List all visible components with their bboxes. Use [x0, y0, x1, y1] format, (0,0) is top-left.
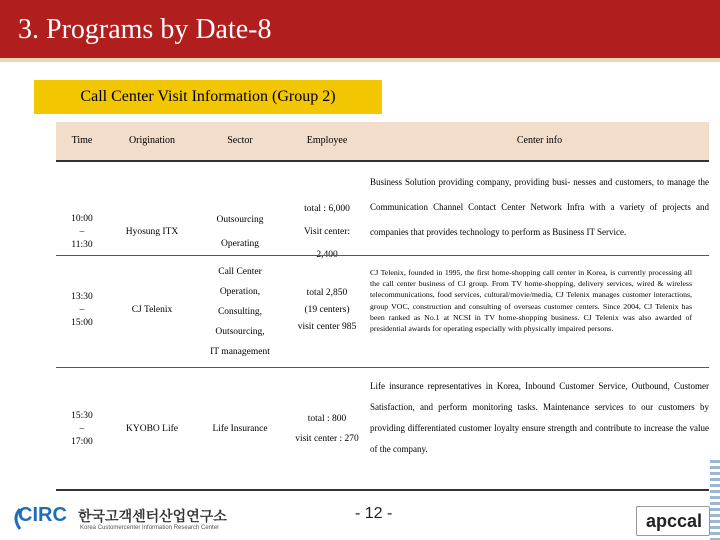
row2-time-start: 13:30	[71, 291, 93, 302]
row2-sector-line: Outsourcing,	[215, 327, 265, 337]
row2-sector-line: IT management	[210, 347, 270, 357]
visit-info-table	[56, 122, 709, 492]
institute-korean-name: 한국고객센터산업연구소	[78, 509, 227, 525]
row3-sector	[196, 370, 284, 488]
apccal-logo-text: apccal	[645, 511, 703, 531]
row1-sector-line: Outsourcing	[216, 215, 264, 225]
row3-time-sep: –	[79, 423, 85, 434]
row2-employee-line: visit center 985	[297, 321, 357, 332]
row3-time	[56, 370, 108, 488]
row2-time	[56, 256, 108, 364]
header-employee: Employee	[306, 135, 348, 146]
row3-time-start: 15:30	[71, 410, 93, 421]
row2-sector	[196, 262, 284, 362]
title-bar	[0, 0, 720, 62]
row2-sector-line: Operation,	[219, 287, 261, 297]
row3-origination: KYOBO Life	[126, 423, 178, 434]
section-subtitle: Call Center Visit Information (Group 2)	[34, 80, 382, 114]
header-origination: Origination	[128, 135, 176, 146]
page-number: - 12 -	[355, 505, 393, 522]
row2-time-sep: –	[79, 304, 85, 315]
page-title: 3. Programs by Date-8	[18, 14, 272, 45]
row1-employee-line: total : 6,000	[304, 203, 350, 214]
table-bottom-border	[56, 489, 709, 491]
row2-sector-line: Consulting,	[217, 307, 263, 317]
decorative-stripes	[710, 460, 720, 540]
row3-sector-line: Life Insurance	[212, 423, 268, 434]
row2-sector-line: Call Center	[218, 267, 262, 277]
row-divider	[56, 367, 709, 368]
row3-employee-line: visit center : 270	[295, 434, 359, 444]
row2-employee	[284, 256, 370, 364]
row2-center-info: CJ Telenix, founded in 1995, the first home-shopping call center in Korea, is currently processing all the call center business of CJ group. From TV home-shopping, delivery services, wired & wireless telecommunications, food services, cultural/movie/media, CJ Telenix manages customer interactions, group VOC, construction and consulting of overseas customer centers. Since 2004, CJ Telenix has been ranked as No.1 at NCSI in TV home-shopping business. CJ Telenix was also awarded of presidential awards for operating especially with physically impaired persons.	[370, 268, 692, 334]
row3-time-end: 17:00	[71, 436, 93, 447]
institute-english-name: Korea Customercenter Information Research Center	[80, 525, 220, 531]
row1-time-start: 10:00	[71, 213, 93, 224]
row3-center-info: Life insurance representatives in Korea, Inbound Customer Service, Outbound, Customer Satisfaction, and perform monitoring tasks. Maintenance services to our customers by providing differentiated customer loyalty ensure strength and contribute to increase the value of the company.	[370, 381, 709, 454]
row3-employee	[284, 370, 370, 488]
circ-logo-text: CIRC	[18, 504, 67, 526]
row1-employee-line: Visit center:	[303, 226, 351, 237]
row1-origination: Hyosung ITX	[125, 226, 179, 237]
header-sector: Sector	[227, 135, 253, 146]
header-center-info: Center info	[516, 135, 563, 146]
row2-employee-line: total 2,850	[306, 287, 348, 298]
header-time: Time	[71, 135, 93, 146]
row2-time-end: 15:00	[71, 317, 93, 328]
row1-time-end: 11:30	[71, 239, 93, 250]
apccal-logo	[636, 506, 710, 536]
row2-origination: CJ Telenix	[131, 304, 173, 315]
header-divider	[56, 160, 709, 162]
row1-sector-line: Operating	[221, 239, 259, 249]
row1-time-sep: –	[79, 226, 85, 237]
row3-employee-line: total : 800	[307, 414, 347, 424]
row1-center-info: Business Solution providing company, providing busi- nesses and customers, to manage the Communication Channel Contact Center Network Infra with a variety of projects and companies that provides technology to perform as Business IT Service.	[370, 177, 709, 237]
row2-employee-line: (19 centers)	[304, 304, 350, 315]
